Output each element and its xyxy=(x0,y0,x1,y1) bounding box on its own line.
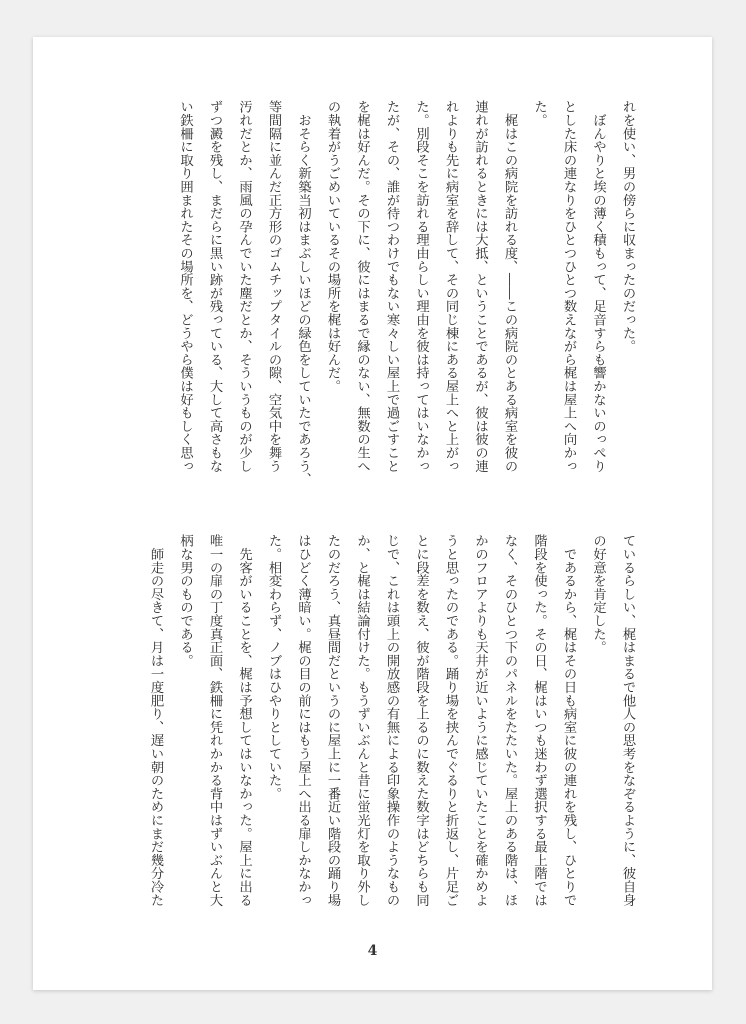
text-column: れよりも先に病室を辞して、その同じ棟にある屋上へと上がっ xyxy=(443,100,458,473)
page-number: 4 xyxy=(367,943,378,959)
text-column: れを使い、男の傍らに収まったのだった。 xyxy=(620,100,635,353)
text-column: 等間隔に並んだ正方形のゴムチップタイルの隙、空気中を舞う xyxy=(266,100,281,473)
text-column: はひどく薄暗い。梶の目の前にはもう屋上へ出る扉しかなかっ xyxy=(295,534,311,907)
text-column: 梶はこの病院を訪れる度、――この病院のとある病室を彼の xyxy=(502,100,517,473)
text-column: 唯一の扉の丁度真正面、鉄柵に凭れかかる背中はずいぶんと大 xyxy=(207,534,222,907)
text-column: かのフロアよりも天井が近いように感じていたことを確かめよ xyxy=(472,534,488,907)
text-column: 連れが訪れるときには大抵、ということであるが、彼は彼の連 xyxy=(472,100,488,473)
text-column: の好意を肯定した。 xyxy=(590,534,606,654)
document-page xyxy=(33,37,712,990)
text-column: い鉄柵に取り囲まれたその場所を、どうやら僕は好もしく思っ xyxy=(177,100,193,473)
text-column: た。相変わらず、ノブはひやりとしていた。 xyxy=(266,534,281,800)
text-column: とに段差を数え、彼が階段を上るのに数えた数字はどちらも同 xyxy=(413,534,429,907)
text-column: か、と梶は結論付けた。もうずいぶんと昔に蛍光灯を取り外し xyxy=(354,534,370,907)
text-column: ぼんやりと埃の薄く積もって、足音すらも響かないのっぺり xyxy=(590,100,606,473)
text-column: ずつ澱を残し、まだらに黒い跡が残っている、大して高さもな xyxy=(207,100,222,473)
upper-text-block xyxy=(162,100,642,492)
text-column: であるから、梶はその日も病室に彼の連れを残し、ひとりで xyxy=(561,534,576,907)
text-column: なく、そのひとつ下のパネルをたたいた。屋上のある階は、ほ xyxy=(502,534,517,907)
text-column: たのだろう、真昼間だというのに屋上に一番近い階段の踊り場 xyxy=(325,534,340,907)
text-column: うと思ったのである。踊り場を挟んでぐるりと折返し、片足ご xyxy=(443,534,458,907)
text-column: を梶は好んだ。その下に、彼にはまるで縁のない、無数の生へ xyxy=(354,100,370,473)
text-column: 先客がいることを、梶は予想してはいなかった。屋上に出る xyxy=(236,534,252,907)
text-column: じで、これは頭上の開放感の有無による印象操作のようなもの xyxy=(384,534,399,907)
text-column: おそらく新築当初はまぶしいほどの緑色をしていたであろう、 xyxy=(295,100,311,486)
text-column: とした床の連なりをひとつひとつ数えながら梶は屋上へ向かっ xyxy=(561,100,576,473)
text-column: 柄な男のものである。 xyxy=(177,534,193,667)
text-column: の執着がうごめいているその場所を梶は好んだ。 xyxy=(325,100,340,393)
lower-text-block xyxy=(148,534,642,926)
text-column: 汚れだとか、雨風の孕んでいた塵だとか、そういうものが少し xyxy=(236,100,252,473)
text-column: たが、その、誰が待つわけでもない寒々しい屋上で過ごすこと xyxy=(384,100,399,473)
text-column: 階段を使った。その日、梶はいつも迷わず選択する最上階では xyxy=(531,534,547,907)
text-column: ているらしい、梶はまるで他人の思考をなぞるように、彼自身 xyxy=(620,534,635,907)
text-column: た。別段そこを訪れる理由らしい理由を彼は持ってはいなかっ xyxy=(413,100,429,473)
text-column: 師走の尽きて、月は一度肥り、遅い朝のためにまだ幾分冷た xyxy=(148,534,163,907)
text-column: た。 xyxy=(531,100,547,127)
